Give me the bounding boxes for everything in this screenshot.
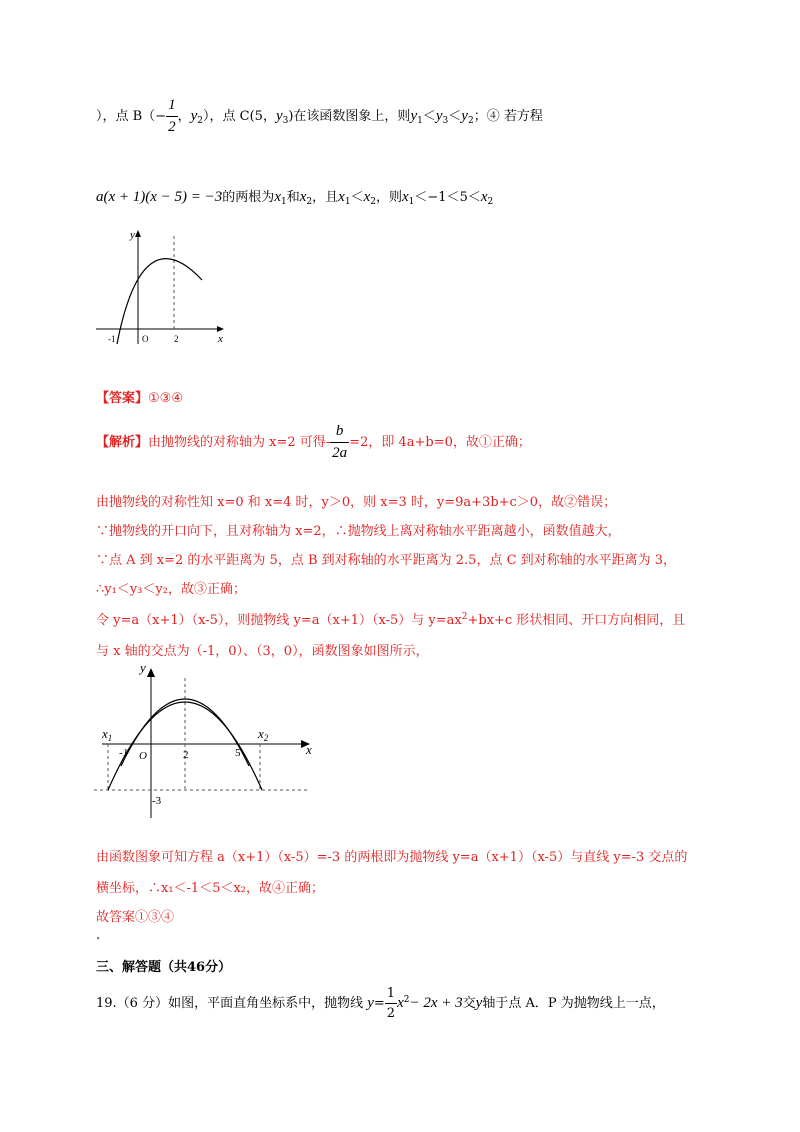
var-y: y xyxy=(275,108,283,124)
axis-label-x: x xyxy=(306,742,312,757)
fraction-numerator: b xyxy=(335,423,344,439)
tick-label-5: 5 xyxy=(235,747,241,759)
analysis-line-8: 由函数图象可知方程 a（x+1）（x-5）=-3 的两根即为抛物线 y=a（x+1）（x-5）与直线 y=-3 交点的 xyxy=(96,850,688,865)
analysis-line-1 xyxy=(96,424,531,461)
text-segment: ），点 B（ xyxy=(96,109,156,124)
tick-label-2: 2 xyxy=(183,749,189,761)
var-y: y xyxy=(190,108,198,124)
var-x: x xyxy=(299,189,307,205)
x-axis-arrow xyxy=(217,326,224,332)
subscript: 1 xyxy=(417,116,423,126)
analysis-line-5: ∴y₁＜y₃＜y₂，故③正确； xyxy=(96,582,246,597)
text-segment: ， xyxy=(177,109,191,124)
tick-label-2: 2 xyxy=(174,334,179,344)
subscript: 1 xyxy=(408,197,415,207)
label-x1-sub: 1 xyxy=(107,733,113,743)
fraction-one-half xyxy=(166,98,178,135)
axis-label-x: x xyxy=(218,333,223,345)
analysis-line-6 xyxy=(96,609,685,628)
superscript: 2 xyxy=(403,995,410,1005)
fraction-one-half xyxy=(385,987,397,1020)
parabola-curve xyxy=(117,259,202,344)
text-segment: ＜ xyxy=(448,109,462,124)
analysis-line-7: 与 x 轴的交点为（-1，0）、（3，0），函数图象如图所示， xyxy=(96,644,429,659)
subscript: 1 xyxy=(280,197,287,207)
fraction-numerator: 1 xyxy=(168,97,176,113)
subscript: 2 xyxy=(487,197,494,207)
var-x: x xyxy=(274,189,281,205)
answer-value: ①③④ xyxy=(148,391,183,406)
fraction-denominator: 2 xyxy=(385,1003,397,1020)
text-segment: ＜ xyxy=(350,190,364,205)
answer-line xyxy=(96,387,183,406)
var-x: x xyxy=(402,189,409,205)
text-segment: 由抛物线的对称轴为 x=2 可得- xyxy=(148,435,331,450)
subscript: 2 xyxy=(306,197,313,207)
var-y: y xyxy=(367,995,374,1011)
var-y: y xyxy=(475,995,483,1011)
origin-label: O xyxy=(139,750,147,762)
figure-1-parabola xyxy=(92,226,232,350)
analysis-line-4: ∵点 A 到 x=2 的水平距离为 5，点 B 到对称轴的水平距离为 2.5，点 C 到对称轴的水平距离为 3， xyxy=(96,553,677,568)
continuation-line-1 xyxy=(96,98,543,135)
text-segment: +bx+c 形状相同、开口方向相同，且 xyxy=(467,613,686,628)
tick-label-neg1: -1 xyxy=(119,747,129,759)
text-segment: 和 xyxy=(286,190,300,205)
continuation-line-2 xyxy=(96,186,493,207)
equals-sign: = xyxy=(373,996,385,1011)
axis-label-y: y xyxy=(140,660,146,675)
subscript: 2 xyxy=(467,116,474,126)
label-x2 xyxy=(257,726,269,743)
subscript: 3 xyxy=(282,116,289,126)
section-title: 三、解答题（共46分） xyxy=(96,960,232,975)
origin-label: O xyxy=(142,334,149,344)
text-segment: ，则 xyxy=(375,190,402,205)
tick-label-neg3: -3 xyxy=(152,795,162,807)
text-segment: ＜ xyxy=(422,109,436,124)
label-x2-sub: 2 xyxy=(263,733,269,743)
label-x2-base: x xyxy=(258,726,264,741)
subscript: 3 xyxy=(442,116,449,126)
answer-label: 【答案】 xyxy=(96,391,149,406)
axis-label-y: y xyxy=(130,229,135,241)
analysis-line-3: ∵抛物线的开口向下，且对称轴为 x=2，∴抛物线上离对称轴水平距离越小，函数值越大， xyxy=(96,524,621,539)
fraction-denominator: 2 xyxy=(166,116,178,135)
text-segment: − xyxy=(155,109,167,124)
tick-label-neg1: -1 xyxy=(108,334,116,344)
var-x: x xyxy=(338,189,345,205)
question-19 xyxy=(96,987,665,1020)
y-axis-arrow xyxy=(135,230,141,237)
analysis-line-10: 故答案①③④ xyxy=(96,910,175,925)
subscript: 1 xyxy=(344,197,351,207)
var-x: x xyxy=(363,189,371,205)
var-y: y xyxy=(435,108,443,124)
text-segment: )在该函数图象上，则 xyxy=(288,109,411,124)
text-segment: ，且 xyxy=(312,190,339,205)
text-segment: ＜−1＜5＜ xyxy=(414,190,481,205)
text-segment: 轴于点 A．P 为抛物线上一点， xyxy=(482,996,665,1011)
subscript: 2 xyxy=(197,116,204,126)
fraction-denominator: 2a xyxy=(330,442,349,461)
trailing-dot: . xyxy=(96,928,101,943)
text-segment: 交 xyxy=(462,996,476,1011)
text-segment: 令 y=a（x+1）（x-5），则抛物线 y=a（x+1）（x-5）与 y=ax xyxy=(96,613,462,628)
var-y: y xyxy=(410,108,418,124)
figure-2-two-parabolas xyxy=(94,658,320,820)
analysis-label: 【解析】 xyxy=(96,435,149,450)
analysis-line-9: 横坐标，∴x₁＜-1＜5＜x₂，故④正确； xyxy=(96,881,325,896)
label-x1-base: x xyxy=(102,726,108,741)
text-segment: 19.（6 分）如图，平面直角坐标系中，抛物线 xyxy=(96,996,364,1011)
fraction-b-over-2a xyxy=(330,424,349,461)
text-segment: ；④ 若方程 xyxy=(473,109,543,124)
equation: a(x + 1)(x − 5) = −3 xyxy=(96,189,223,205)
label-x1 xyxy=(101,726,112,743)
text-segment: 的两根为 xyxy=(222,190,275,205)
var-x: x xyxy=(480,189,488,205)
fraction-numerator: 1 xyxy=(386,986,396,1001)
text-segment: ），点 C(5， xyxy=(203,109,276,124)
subscript: 2 xyxy=(370,197,376,207)
analysis-line-2: 由抛物线的对称性知 x=0 和 x=4 时，y＞0，则 x=3 时，y=9a+3b+c＞0，故②错误； xyxy=(96,495,617,510)
y-axis-arrow xyxy=(147,668,155,677)
var-x: x xyxy=(397,995,404,1011)
equation-rest: − 2x + 3 xyxy=(409,995,463,1011)
superscript: 2 xyxy=(461,612,468,622)
text-segment: =2，即 4a+b=0，故①正确； xyxy=(349,435,531,450)
var-y: y xyxy=(461,108,468,124)
